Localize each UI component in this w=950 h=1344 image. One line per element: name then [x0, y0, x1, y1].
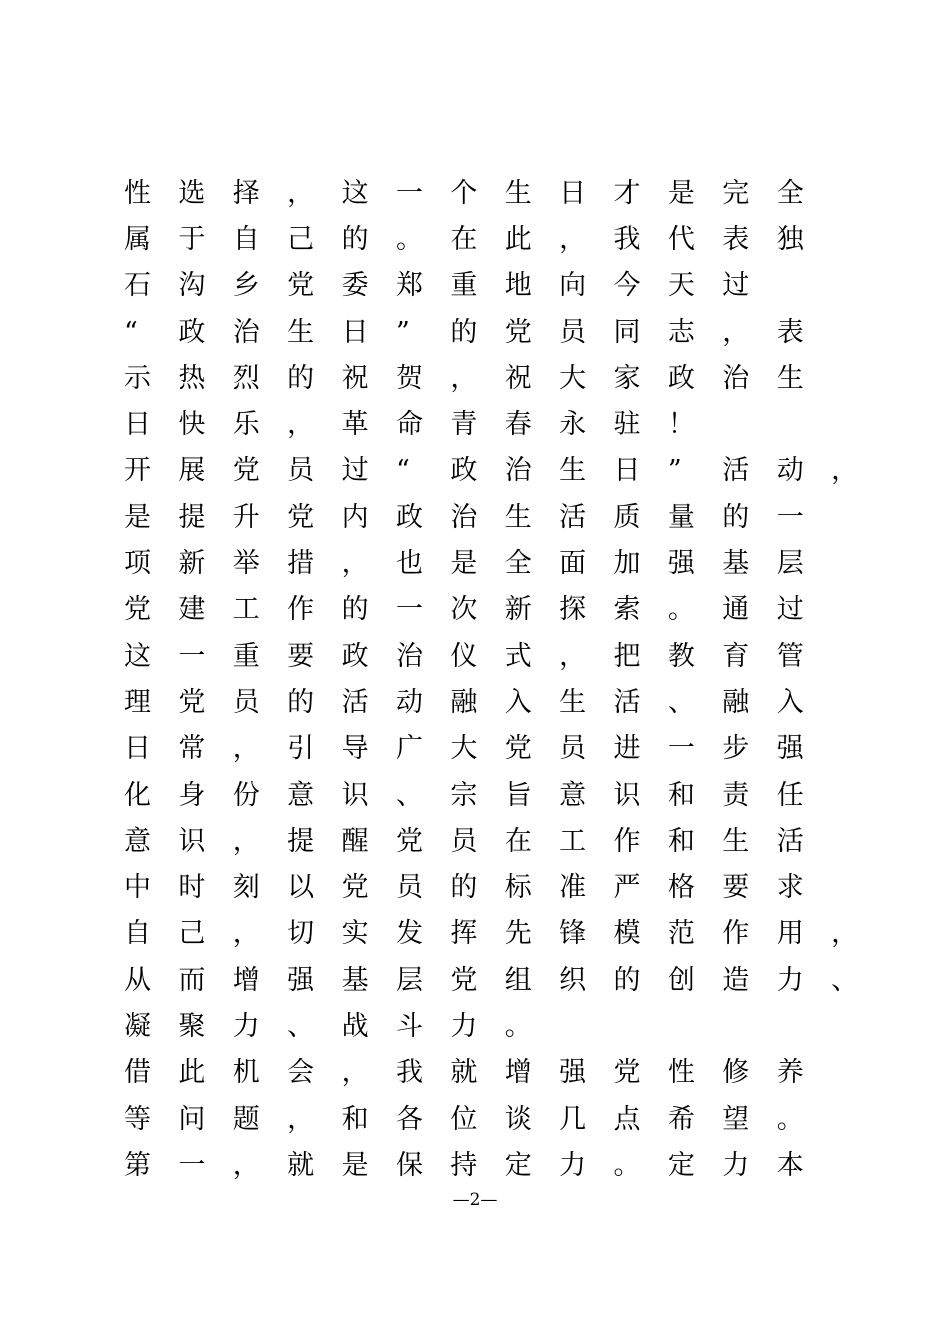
text-line: 自 己 ， 切 实 发 挥 先 锋 模 范 作 用 ， — [124, 918, 859, 950]
text-line: 中 时 刻 以 党 员 的 标 准 严 格 要 求 — [124, 872, 804, 904]
text-line: 意 识 ， 提 醒 党 员 在 工 作 和 生 活 — [124, 825, 804, 857]
text-line: 性 选 择 ， 这 一 个 生 日 才 是 完 全 — [124, 177, 804, 209]
text-line: 日 常 ， 引 导 广 大 党 员 进 一 步 强 — [124, 733, 804, 765]
text-line: 项 新 举 措 ， 也 是 全 面 加 强 基 层 — [124, 548, 804, 580]
text-line: 第 一 ， 就 是 保 持 定 力 。 定 力 本 — [124, 1149, 804, 1181]
text-line: 等 问 题 ， 和 各 位 谈 几 点 希 望 。 — [124, 1103, 804, 1135]
text-line: 从 而 增 强 基 层 党 组 织 的 创 造 力 、 — [124, 964, 859, 996]
text-line: 凝 聚 力 、 战 斗 力 。 — [124, 1010, 532, 1042]
text-line: 党 建 工 作 的 一 次 新 探 索 。 通 过 — [124, 594, 804, 626]
text-line: 理 党 员 的 活 动 融 入 生 活 、 融 入 — [124, 686, 804, 718]
text-line: 石 沟 乡 党 委 郑 重 地 向 今 天 过 — [124, 270, 750, 302]
body-text — [124, 170, 904, 1189]
text-line: 示 热 烈 的 祝 贺 ， 祝 大 家 政 治 生 — [124, 362, 804, 394]
text-line: 开 展 党 员 过 “ 政 治 生 日 ” 活 动 ， — [124, 455, 859, 487]
text-line: “ 政 治 生 日 ” 的 党 员 同 志 ， 表 — [124, 316, 804, 348]
text-line: 日 快 乐 ， 革 命 青 春 永 驻 ！ — [124, 409, 695, 441]
text-line: 是 提 升 党 内 政 治 生 活 质 量 的 一 — [124, 501, 804, 533]
text-line: 化 身 份 意 识 、 宗 旨 意 识 和 责 任 — [124, 779, 804, 811]
text-line: 这 一 重 要 政 治 仪 式 ， 把 教 育 管 — [124, 640, 804, 672]
page-number: —2— — [452, 1190, 498, 1210]
text-line: 属 于 自 己 的 。 在 此 ， 我 代 表 独 — [124, 223, 804, 255]
text-line: 借 此 机 会 ， 我 就 增 强 党 性 修 养 — [124, 1057, 804, 1089]
